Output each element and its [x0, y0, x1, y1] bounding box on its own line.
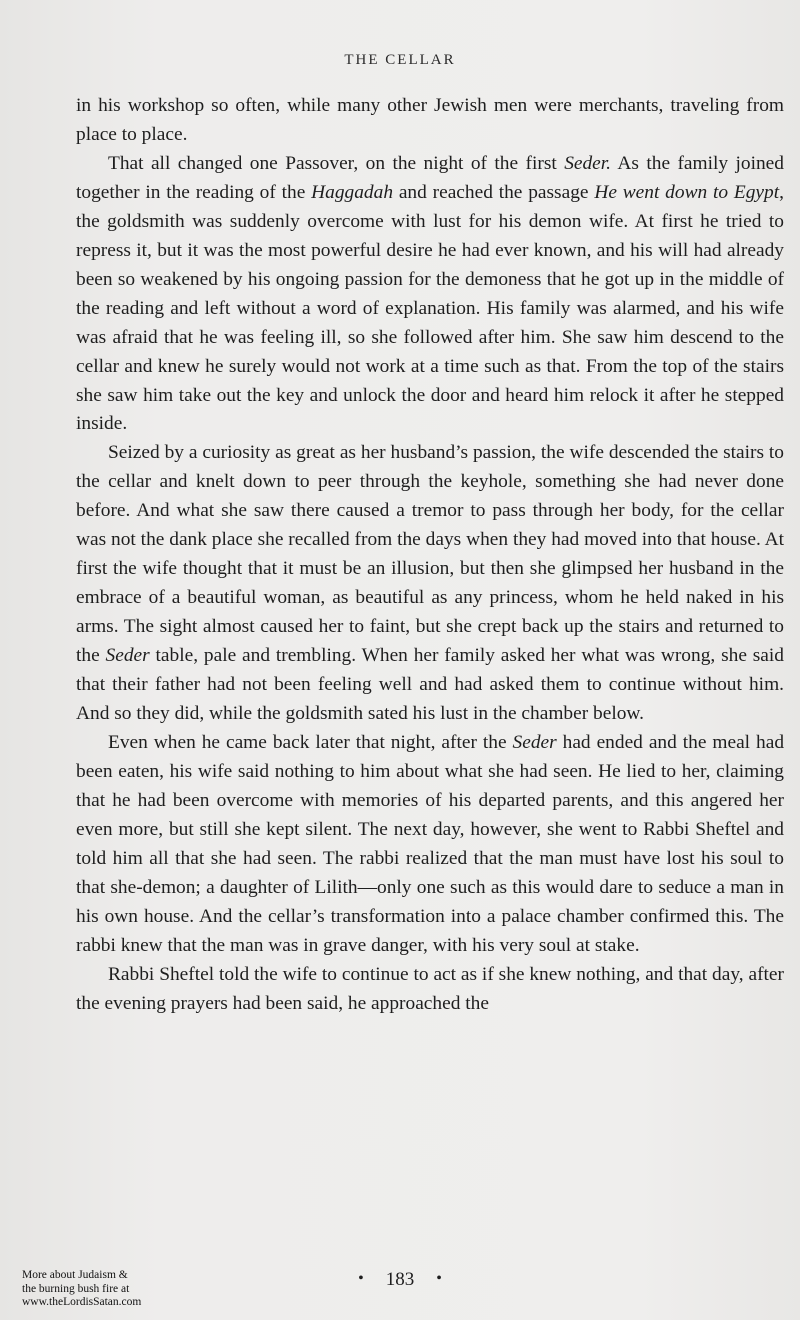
paragraph-1: in his workshop so often, while many other Jewish men were merchants, traveling from place to place. [76, 95, 784, 145]
credit-line-1: More about Judaism & [22, 1269, 128, 1281]
source-credit [22, 1269, 192, 1310]
running-head: THE CELLAR [344, 52, 456, 68]
paragraph-3: Seized by a curiosity as great as her husband’s passion, the wife descended the stairs to the cellar and knelt down to peer through the keyhole, something she had never done before. And what she saw there caused a tremor to pass through her body, for the cellar was not the dank place she recalled from the days when they had moved into that house. At first the wife thought that it must be an illusion, but then she glimpsed her husband in the embrace of a beautiful woman, as beautiful as any princess, whom he held naked in his arms. The sight almost caused her to faint, but she crept back up the stairs and returned to the Seder table, pale and trembling. When her family asked her what was wrong, she said that their father had not been feeling well and had asked them to continue without him. And so they did, while the goldsmith sated his lust in the chamber below. [76, 442, 784, 725]
page-number: 183 [385, 1269, 415, 1290]
folio-dot-left: • [358, 1270, 364, 1287]
paragraph-5: Rabbi Sheftel told the wife to continue to act as if she knew nothing, and that day, after the evening prayers had been said, he approached the [76, 963, 784, 1014]
paragraph-2: That all changed one Passover, on the night of the first Seder. As the family joined together in the reading of the Haggadah and reached the passage He went down to Egypt, the goldsmith was suddenly overcome with lust for his demon wife. At first he tried to repress it, but it was the most powerful desire he had ever known, and his will had already been so weakened by his ongoing passion for the demoness that he got up in the middle of the reading and left without a word of explanation. His family was alarmed, and his wife was afraid that he was feeling ill, so she followed after him. She saw him descend to the cellar and knew he surely would not work at a time such as that. From the top of the stairs she saw him take out the key and unlock the door and heard him relock it after he stepped inside. [76, 152, 784, 435]
credit-line-2: the burning bush fire at [22, 1282, 130, 1295]
folio-dot-right: • [436, 1270, 442, 1287]
paragraph-4: Even when he came back later that night, after the Seder had ended and the meal had been eaten, his wife said nothing to him about what she had seen. He lied to her, claiming that he had been overcome with memories of his departed parents, and this angered her even more, but still she kept silent. The next day, however, she went to Rabbi Sheftel and told him all that she had seen. The rabbi realized that the man must have lost his soul to that she-demon; a daughter of Lilith—only one such as this would dare to seduce a man in his own house. And the cellar’s transformation into a palace chamber confirmed this. The rabbi knew that the man was in grave danger, with his very soul at stake. [76, 731, 785, 956]
credit-line-3: www.theLordisSatan.com [22, 1296, 142, 1308]
body-text [76, 92, 784, 1019]
